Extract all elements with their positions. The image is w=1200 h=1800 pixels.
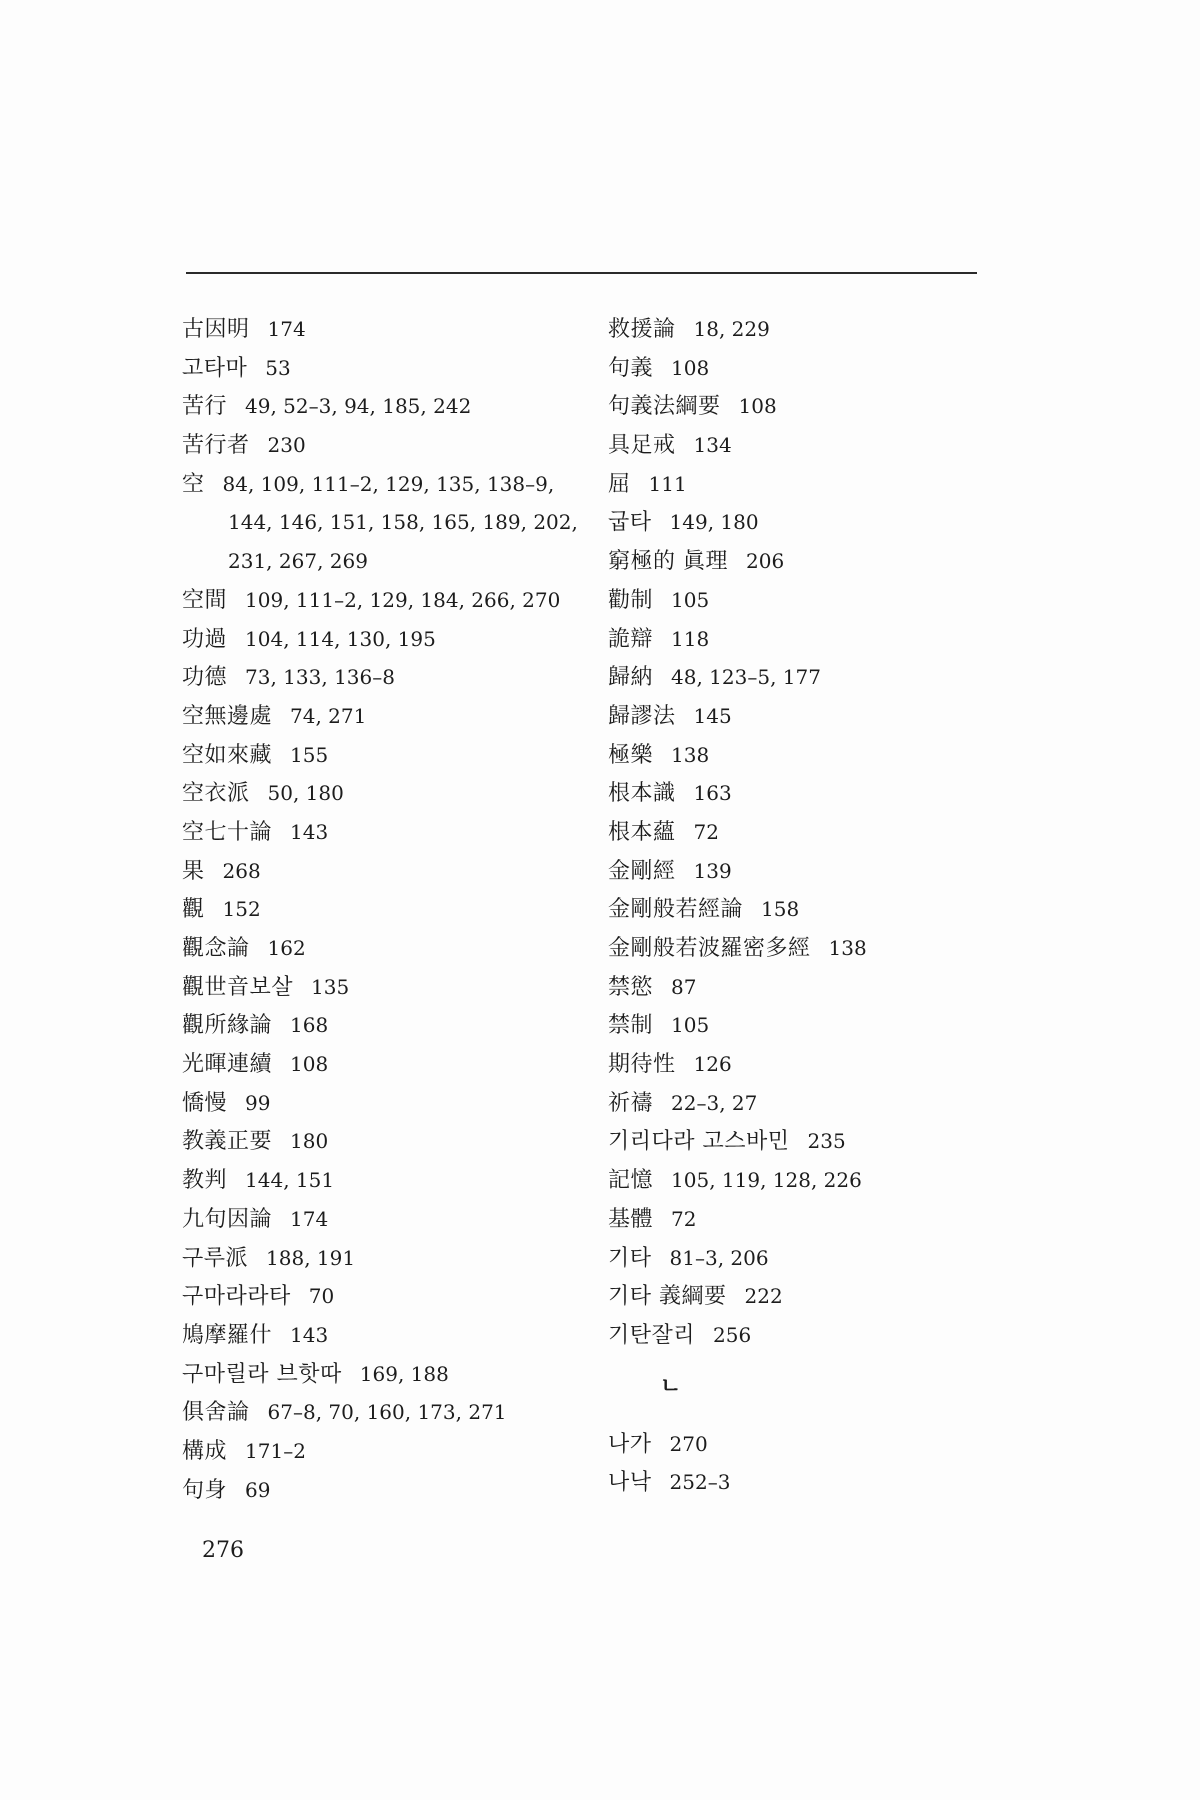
- index-term: 金剛經: [608, 858, 676, 884]
- index-term: 具足戒: [608, 433, 676, 459]
- index-term: 教義正要: [182, 1129, 273, 1155]
- index-term: 구마라라타: [182, 1284, 291, 1310]
- index-pages: 180: [290, 1129, 329, 1154]
- index-pages: 155: [290, 742, 329, 767]
- index-pages: 108: [671, 355, 710, 380]
- index-term: 기탄잘리: [608, 1322, 696, 1348]
- index-term: 歸謬法: [608, 703, 676, 729]
- index-term: 根本識: [608, 781, 676, 807]
- index-entry: [182, 662, 578, 701]
- index-pages: 72: [671, 1206, 697, 1231]
- index-entry: [182, 894, 578, 933]
- index-pages: 53: [265, 355, 291, 380]
- index-entry: [182, 1320, 578, 1359]
- section-heading: ㄴ: [660, 1373, 682, 1399]
- index-pages: 144, 151: [245, 1168, 335, 1193]
- index-pages: 22–3, 27: [671, 1090, 758, 1115]
- index-term: 鳩摩羅什: [182, 1322, 273, 1348]
- index-term: 苦行: [182, 394, 228, 420]
- index-pages: 206: [746, 549, 785, 574]
- index-pages: 138: [671, 742, 710, 767]
- index-term: 教判: [182, 1168, 228, 1194]
- index-entry: [182, 1281, 578, 1320]
- index-term: 窮極的 眞理: [608, 549, 728, 575]
- index-entry: [182, 972, 578, 1011]
- index-entry: [608, 314, 867, 353]
- index-term: 救援論: [608, 317, 676, 342]
- index-entry: [182, 817, 578, 856]
- index-entry: [182, 314, 578, 353]
- index-pages: 174: [290, 1206, 329, 1231]
- index-term: 記憶: [608, 1168, 654, 1194]
- index-pages: 69: [245, 1477, 271, 1502]
- index-entry: [182, 1088, 578, 1127]
- index-entry: [182, 1436, 578, 1475]
- index-entry: [182, 1359, 578, 1398]
- index-entry: [608, 933, 867, 972]
- index-term: 觀世音보살: [182, 974, 294, 1000]
- index-pages: 109, 111–2, 129, 184, 266, 270: [245, 587, 561, 612]
- index-entry: [182, 740, 578, 779]
- index-pages: 73, 133, 136–8: [245, 665, 395, 690]
- index-term: 觀念論: [182, 936, 250, 961]
- index-pages: 135: [311, 974, 350, 999]
- index-term: 空無邊處: [182, 703, 273, 729]
- index-pages: 48, 123–5, 177: [671, 665, 821, 690]
- index-column-right: [608, 314, 867, 1506]
- index-entry: [182, 430, 578, 469]
- index-term: 空間: [182, 587, 228, 613]
- index-entry: [182, 933, 578, 972]
- index-entry: [608, 353, 867, 392]
- index-entry: [182, 1126, 578, 1165]
- index-term: 功過: [182, 626, 228, 652]
- index-entry: [182, 585, 578, 624]
- index-pages: 67–8, 70, 160, 173, 271: [267, 1400, 507, 1425]
- index-term: 俱舍論: [182, 1400, 250, 1426]
- index-term: 기리다라 고스바민: [608, 1129, 790, 1155]
- index-pages: 144, 146, 151, 158, 165, 189, 202,: [228, 510, 578, 535]
- index-pages: 104, 114, 130, 195: [245, 626, 436, 651]
- index-pages: 50, 180: [267, 781, 344, 806]
- index-term: 苦行者: [182, 433, 250, 459]
- index-entry: [182, 1243, 578, 1282]
- header-rule: [186, 272, 977, 274]
- index-entry: [182, 469, 578, 508]
- index-pages: 235: [807, 1129, 846, 1154]
- index-entry: [608, 1243, 867, 1282]
- index-entry: [182, 391, 578, 430]
- index-pages: 111: [648, 471, 687, 496]
- index-pages: 105: [671, 587, 710, 612]
- index-term: 나가: [608, 1431, 652, 1457]
- index-term: 金剛般若經論: [608, 897, 744, 923]
- index-entry: [608, 1010, 867, 1049]
- index-pages: 268: [222, 858, 261, 883]
- index-pages: 70: [308, 1284, 335, 1309]
- index-term: 歸納: [608, 665, 654, 691]
- index-entry: [182, 1010, 578, 1049]
- index-pages: 118: [671, 626, 710, 651]
- index-entry: [182, 701, 578, 740]
- index-term: 勸制: [608, 587, 654, 613]
- index-term: 기타: [608, 1245, 652, 1271]
- index-entry: [608, 662, 867, 701]
- index-entry: [182, 1049, 578, 1088]
- index-pages: 138: [828, 936, 867, 960]
- index-entry: [608, 701, 867, 740]
- index-entry: [182, 1397, 578, 1436]
- index-entry: [608, 430, 867, 469]
- index-pages: 152: [222, 897, 261, 922]
- index-entry: [608, 856, 867, 895]
- index-term: 詭辯: [608, 626, 654, 652]
- index-entry: [182, 856, 578, 895]
- index-pages: 162: [267, 936, 306, 960]
- index-term: 果: [182, 858, 205, 884]
- index-pages: 163: [693, 781, 732, 806]
- index-pages: 72: [693, 819, 719, 844]
- index-pages: 252–3: [669, 1470, 731, 1495]
- index-pages: 81–3, 206: [669, 1245, 769, 1270]
- index-term: 功德: [182, 665, 228, 691]
- index-entry: [608, 894, 867, 933]
- index-term: 金剛般若波羅密多經: [608, 936, 811, 961]
- index-entry: [608, 1429, 867, 1468]
- index-entry: [182, 1475, 578, 1514]
- index-entry: [608, 546, 867, 585]
- index-term: 구루派: [182, 1245, 249, 1271]
- index-term: 句義法綱要: [608, 394, 721, 420]
- index-entry: [608, 1126, 867, 1165]
- index-term: 禁慾: [608, 974, 654, 1000]
- index-term: 空衣派: [182, 781, 250, 807]
- index-term: 極樂: [608, 742, 654, 768]
- index-term: 期待性: [608, 1052, 676, 1078]
- index-term: 根本蘊: [608, 819, 676, 845]
- index-entry: [608, 817, 867, 856]
- index-entry: [182, 624, 578, 663]
- index-term: 觀所緣論: [182, 1013, 273, 1039]
- index-pages: 143: [290, 819, 329, 844]
- index-entry: [608, 507, 867, 546]
- index-entry: [182, 1204, 578, 1243]
- index-pages: 174: [267, 317, 306, 341]
- index-term: 나낙: [608, 1470, 652, 1496]
- index-term: 고타마: [182, 355, 248, 381]
- index-entry: [608, 469, 867, 508]
- index-pages: 108: [738, 394, 777, 419]
- index-pages: 126: [693, 1052, 732, 1077]
- index-entry: [608, 1281, 867, 1320]
- index-entry: [608, 740, 867, 779]
- index-term: 空如來藏: [182, 742, 273, 768]
- index-entry: [608, 778, 867, 817]
- index-entry: [182, 778, 578, 817]
- index-pages: 105: [671, 1013, 710, 1038]
- index-entry: [608, 1049, 867, 1088]
- index-pages: 270: [669, 1431, 708, 1456]
- index-pages: 74, 271: [290, 703, 367, 728]
- index-entry: [608, 391, 867, 430]
- index-entry: [608, 1204, 867, 1243]
- index-entry: [182, 1165, 578, 1204]
- index-term: 構成: [182, 1438, 228, 1464]
- index-pages: 222: [744, 1284, 783, 1309]
- index-term: 觀: [182, 897, 205, 923]
- index-term: 光暉連續: [182, 1052, 273, 1078]
- index-pages: 134: [693, 433, 732, 458]
- page-number: 276: [202, 1538, 244, 1563]
- index-pages: 99: [245, 1090, 271, 1115]
- index-pages: 171–2: [245, 1438, 306, 1463]
- index-pages: 105, 119, 128, 226: [671, 1168, 862, 1193]
- index-pages: 87: [671, 974, 697, 999]
- index-term: 屈: [608, 471, 631, 497]
- index-pages: 230: [267, 433, 306, 458]
- index-entry: [182, 353, 578, 392]
- index-term: 句身: [182, 1477, 228, 1503]
- index-pages: 158: [761, 897, 800, 922]
- index-pages: 84, 109, 111–2, 129, 135, 138–9,: [222, 471, 555, 496]
- index-term: 구마릴라 브핫따: [182, 1361, 342, 1387]
- index-term: 禁制: [608, 1013, 654, 1039]
- index-pages: 149, 180: [669, 510, 759, 535]
- index-entry-continuation: [182, 546, 578, 585]
- index-term: 憍慢: [182, 1090, 228, 1116]
- index-pages: 145: [693, 703, 732, 728]
- index-pages: 188, 191: [266, 1245, 356, 1270]
- index-column-left: [182, 314, 578, 1513]
- index-entry: [608, 1165, 867, 1204]
- index-term: 굽타: [608, 510, 652, 536]
- index-entry: [608, 624, 867, 663]
- index-entry-continuation: [182, 507, 578, 546]
- index-term: 祈禱: [608, 1090, 654, 1116]
- index-term: 古因明: [182, 317, 250, 342]
- index-entry: [608, 1467, 867, 1506]
- index-pages: 143: [290, 1322, 329, 1347]
- index-term: 空: [182, 471, 205, 497]
- index-pages: 108: [290, 1052, 329, 1077]
- index-term: 句義: [608, 355, 654, 381]
- index-entry: [608, 1088, 867, 1127]
- index-term: 空七十論: [182, 819, 273, 845]
- index-pages: 18, 229: [693, 317, 770, 341]
- index-entry: [608, 972, 867, 1011]
- index-pages: 231, 267, 269: [228, 549, 368, 574]
- index-entry: [608, 585, 867, 624]
- index-pages: 139: [693, 858, 732, 883]
- index-pages: 256: [713, 1322, 752, 1347]
- index-pages: 168: [290, 1013, 329, 1038]
- index-pages: 49, 52–3, 94, 185, 242: [245, 394, 472, 419]
- index-term: 基體: [608, 1206, 654, 1232]
- index-pages: 169, 188: [359, 1361, 449, 1386]
- index-entry: [608, 1320, 867, 1359]
- index-term: 기타 義綱要: [608, 1284, 727, 1310]
- index-term: 九句因論: [182, 1206, 273, 1232]
